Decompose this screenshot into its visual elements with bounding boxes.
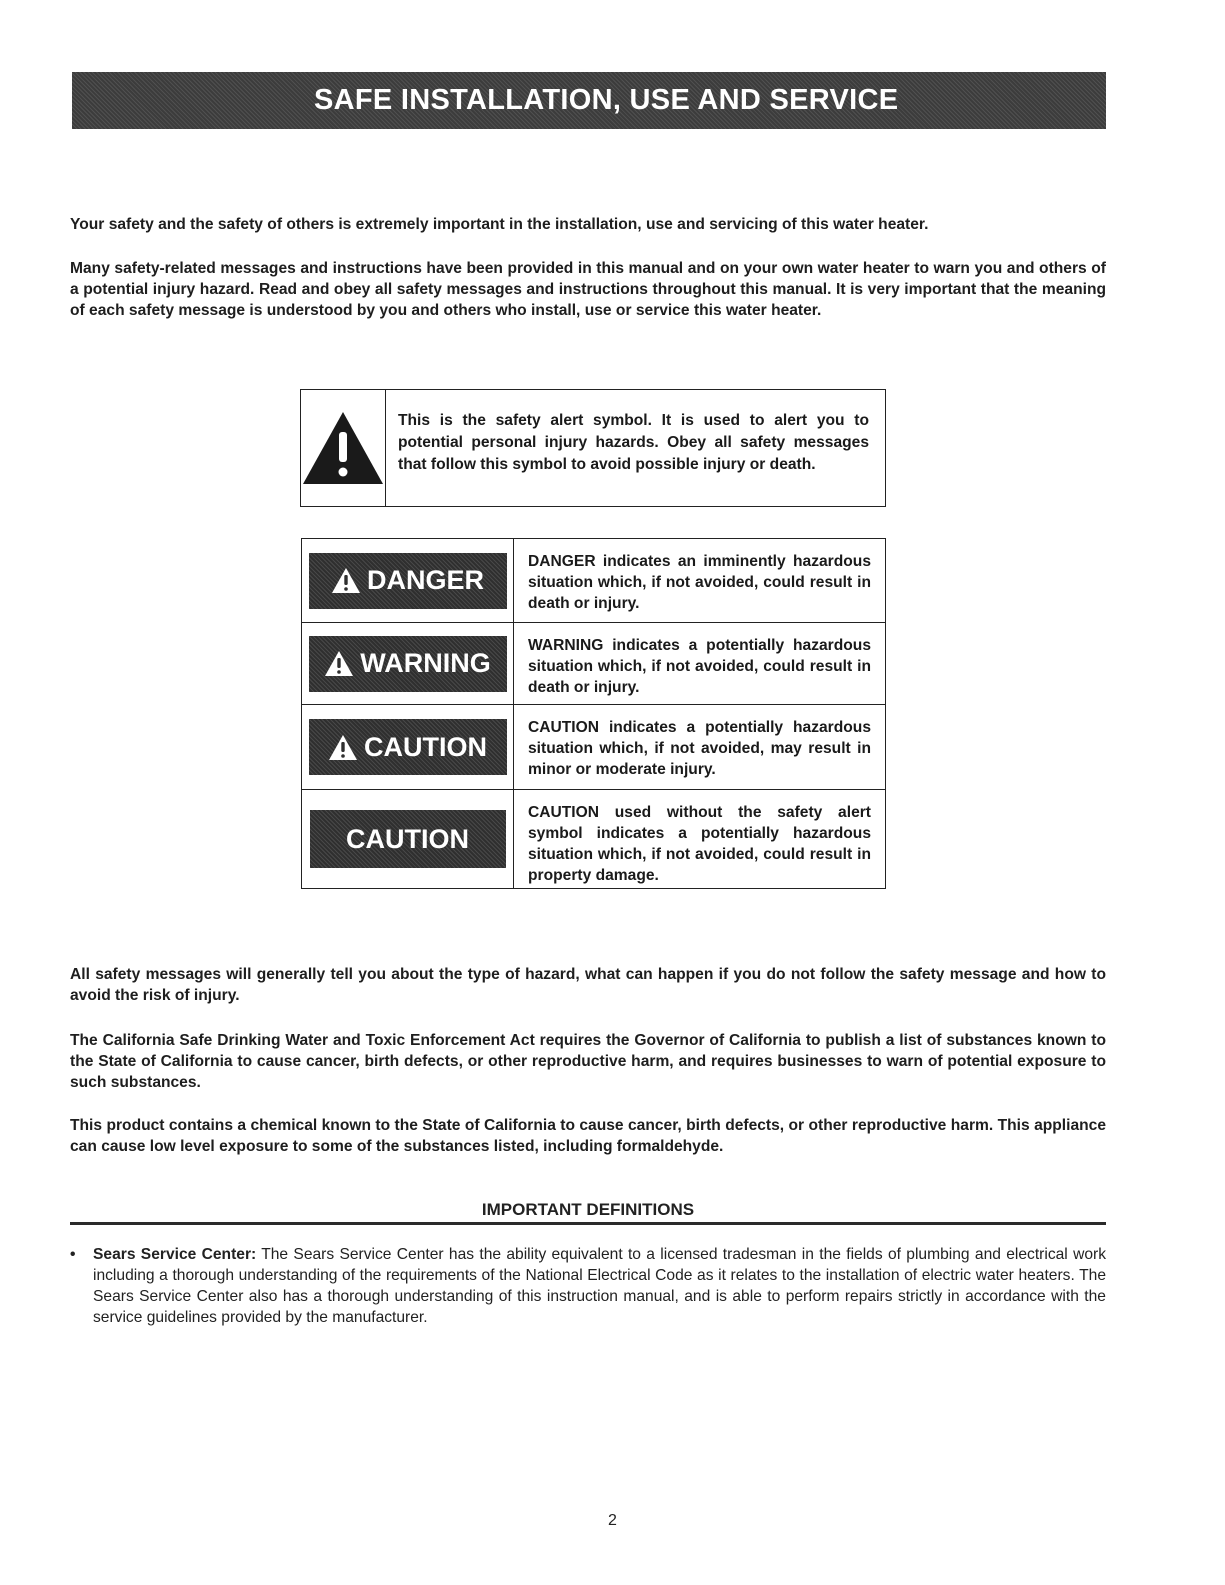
definition-term: Sears Service Center: (93, 1246, 257, 1263)
signal-word-label: CAUTION (346, 823, 469, 854)
signal-word-label: DANGER (366, 565, 484, 595)
bullet-icon: • (70, 1246, 76, 1263)
section-banner (72, 72, 1106, 129)
intro-paragraph-2: Many safety-related messages and instructions have been provided in this manual and on your own water heater to warn you and others of a potential injury hazard. Read and obey all safety messages and instructions throughout this manual. It is very important that the meaning of each safety message is understood by you and others who install, use or service this water heater. (70, 260, 1106, 319)
signal-row-warning (302, 623, 885, 705)
caution-badge-no-symbol (310, 810, 506, 868)
definition-text: The Sears Service Center has the ability equivalent to a licensed tradesman in the fields of plumbing and electrical work including a thorough understanding of the requirements of the National Electrical Code as it relates to the installation of electric water heaters. The Sears Service Center also has a thorough understanding of this instruction manual, and is able to perform repairs strictly in accordance with the service guidelines provided by the manufacturer. (93, 1246, 1106, 1326)
warning-triangle-icon (328, 734, 358, 761)
warning-badge (309, 636, 507, 692)
signal-row-danger (302, 539, 885, 623)
signal-badge-cell (302, 539, 514, 622)
page-title: SAFE INSTALLATION, USE AND SERVICE (314, 84, 899, 116)
definition-item (70, 1244, 1106, 1328)
signal-description: CAUTION indicates a potentially hazardous situation which, if not avoided, may result in minor or moderate injury. (528, 719, 871, 778)
warning-triangle-icon (324, 650, 354, 677)
definition-body (93, 1244, 1106, 1328)
signal-description: DANGER indicates an imminently hazardous situation which, if not avoided, could result in death or injury. (528, 553, 871, 612)
signal-badge-cell (302, 705, 514, 789)
warning-triangle-icon (331, 567, 361, 594)
signal-word-label: CAUTION (364, 731, 487, 762)
body-paragraph-california-act: The California Safe Drinking Water and Toxic Enforcement Act requires the Governor of California to publish a list of substances known to the State of California to cause cancer, birth defects, or other reproductive harm, and requires businesses to warn of potential exposure to such substances. (70, 1032, 1106, 1091)
signal-badge-cell (302, 623, 514, 704)
signal-row-caution (302, 705, 885, 790)
signal-word-label: WARNING (360, 648, 491, 678)
definitions-heading: IMPORTANT DEFINITIONS (481, 1200, 695, 1219)
body-paragraph-chemical-warning: This product contains a chemical known to the State of California to cause cancer, birth defects, or other reproductive harm. This appliance can cause low level exposure to some of the substances listed, including formaldehyde. (70, 1117, 1106, 1155)
body-paragraph-safety-messages: All safety messages will generally tell you about the type of hazard, what can happen if you do not follow the safety message and how to avoid the risk of injury. (70, 966, 1106, 1004)
signal-description: WARNING indicates a potentially hazardous situation which, if not avoided, could result in death or injury. (528, 637, 871, 696)
signal-word-table (301, 538, 886, 889)
caution-badge (309, 719, 507, 775)
definitions-divider (70, 1222, 1106, 1225)
intro-paragraph-1: Your safety and the safety of others is extremely important in the installation, use and servicing of this water heater. (70, 216, 929, 233)
signal-badge-cell (302, 790, 514, 888)
alert-icon-cell (301, 390, 386, 506)
warning-triangle-icon (301, 410, 385, 486)
page-number: 2 (608, 1512, 617, 1529)
signal-description: CAUTION used without the safety alert symbol indicates a potentially hazardous situation which, if not avoided, could result in property damage. (528, 804, 871, 884)
danger-badge (309, 553, 507, 609)
alert-symbol-description: This is the safety alert symbol. It is used to alert you to potential personal injury hazards. Obey all safety messages that follow this symbol to avoid possible injury or death. (398, 412, 869, 473)
safety-alert-symbol-box (300, 389, 886, 507)
signal-row-caution-no-symbol (302, 790, 885, 888)
